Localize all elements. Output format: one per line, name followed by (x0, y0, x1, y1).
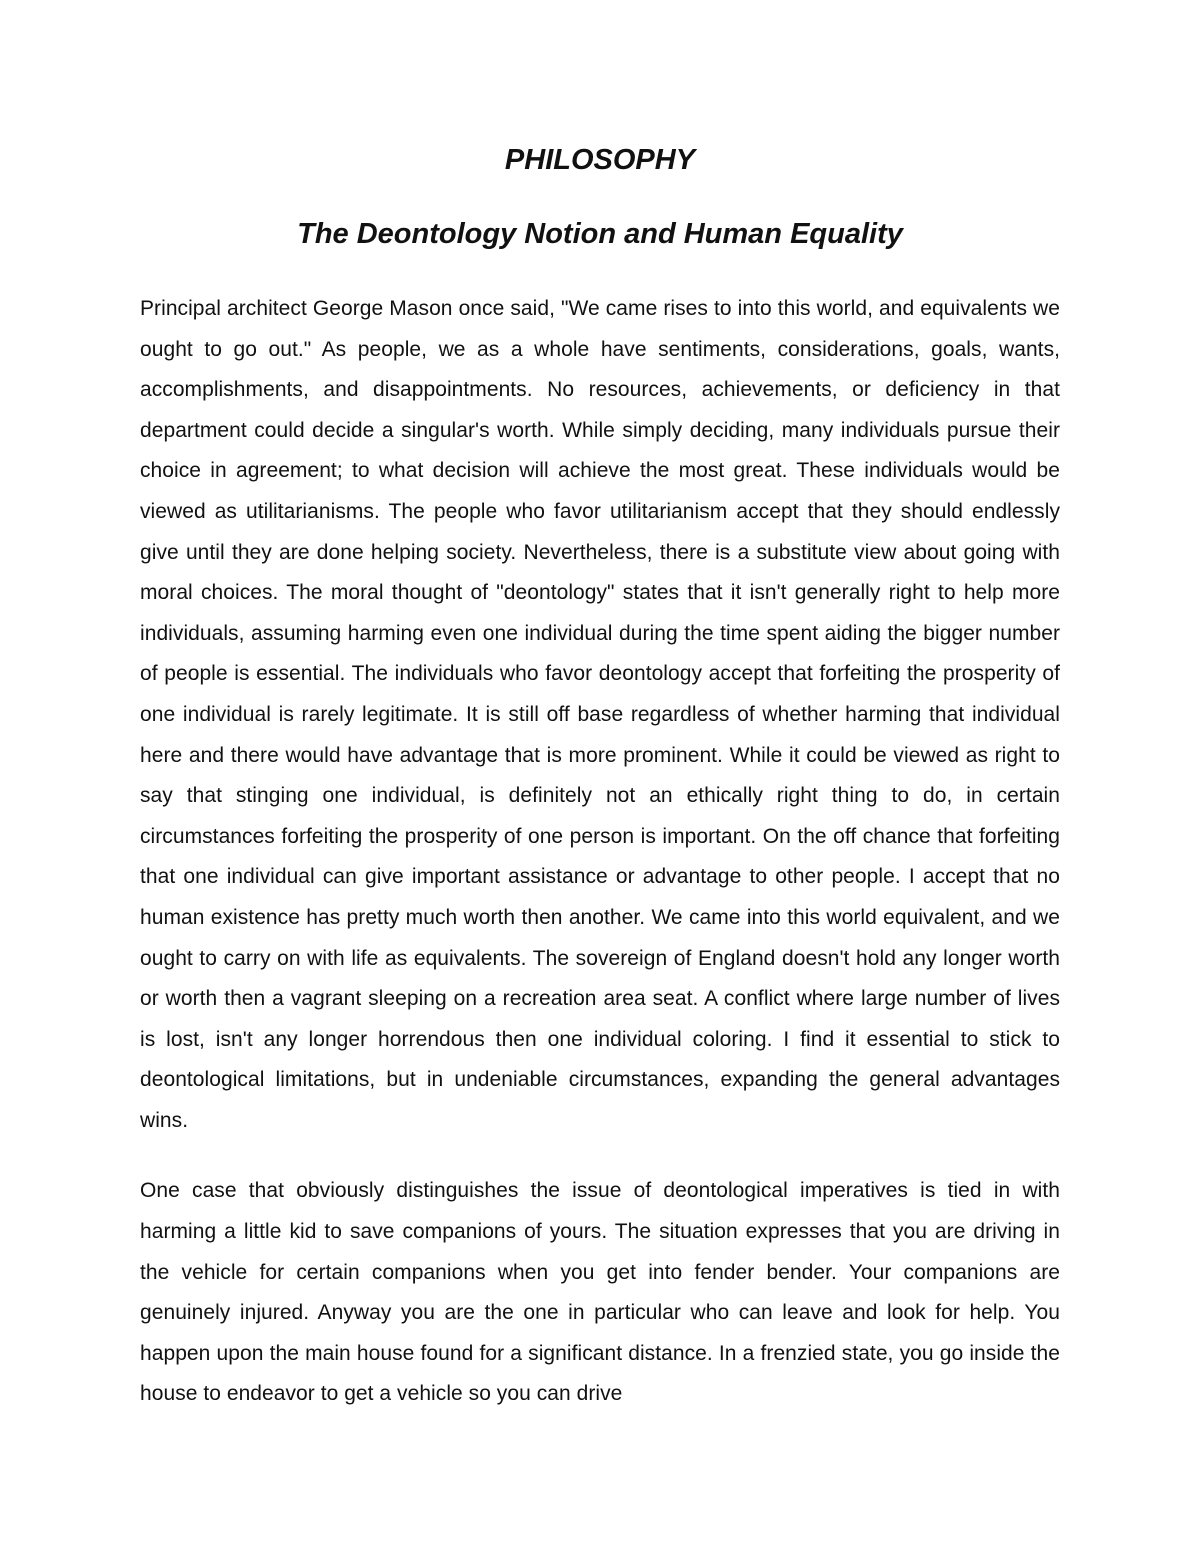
body-paragraph: Principal architect George Mason once said, "We came rises to into this world, and equivalents we ought to go out." As people, we as a whole have sentiments, considerations, goals, wants, accomplishments, and disappointments. No resources, achievements, or deficiency in that department could decide a singular's worth. While simply deciding, many individuals pursue their choice in agreement; to what decision will achieve the most great. These individuals would be viewed as utilitarianisms. The people who favor utilitarianism accept that they should endlessly give until they are done helping society. Nevertheless, there is a substitute view about going with moral choices. The moral thought of "deontology" states that it isn't generally right to help more individuals, assuming harming even one individual during the time spent aiding the bigger number of people is essential. The individuals who favor deontology accept that forfeiting the prosperity of one individual is rarely legitimate. It is still off base regardless of whether harming that individual here and there would have advantage that is more prominent. While it could be viewed as right to say that stinging one individual, is definitely not an ethically right thing to do, in certain circumstances forfeiting the prosperity of one person is important. On the off chance that forfeiting that one individual can give important assistance or advantage to other people. I accept that no human existence has pretty much worth then another. We came into this world equivalent, and we ought to carry on with life as equivalents. The sovereign of England doesn't hold any longer worth or worth then a vagrant sleeping on a recreation area seat. A conflict where large number of lives is lost, isn't any longer horrendous then one individual coloring. I find it essential to stick to deontological limitations, but in undeniable circumstances, expanding the general advantages wins. (140, 297, 1060, 1132)
body-paragraph: One case that obviously distinguishes the issue of deontological imperatives is tied in with harming a little kid to save companions of yours. The situation expresses that you are driving in the vehicle for certain companions when you get into fender bender. Your companions are genuinely injured. Anyway you are the one in particular who can leave and look for help. You happen upon the main house found for a significant distance. In a frenzied state, you go inside the house to endeavor to get a vehicle so you can drive (140, 1179, 1060, 1406)
document-subject: PHILOSOPHY (504, 144, 696, 176)
document-page (140, 140, 1060, 1415)
document-title: The Deontology Notion and Human Equality (297, 218, 903, 250)
